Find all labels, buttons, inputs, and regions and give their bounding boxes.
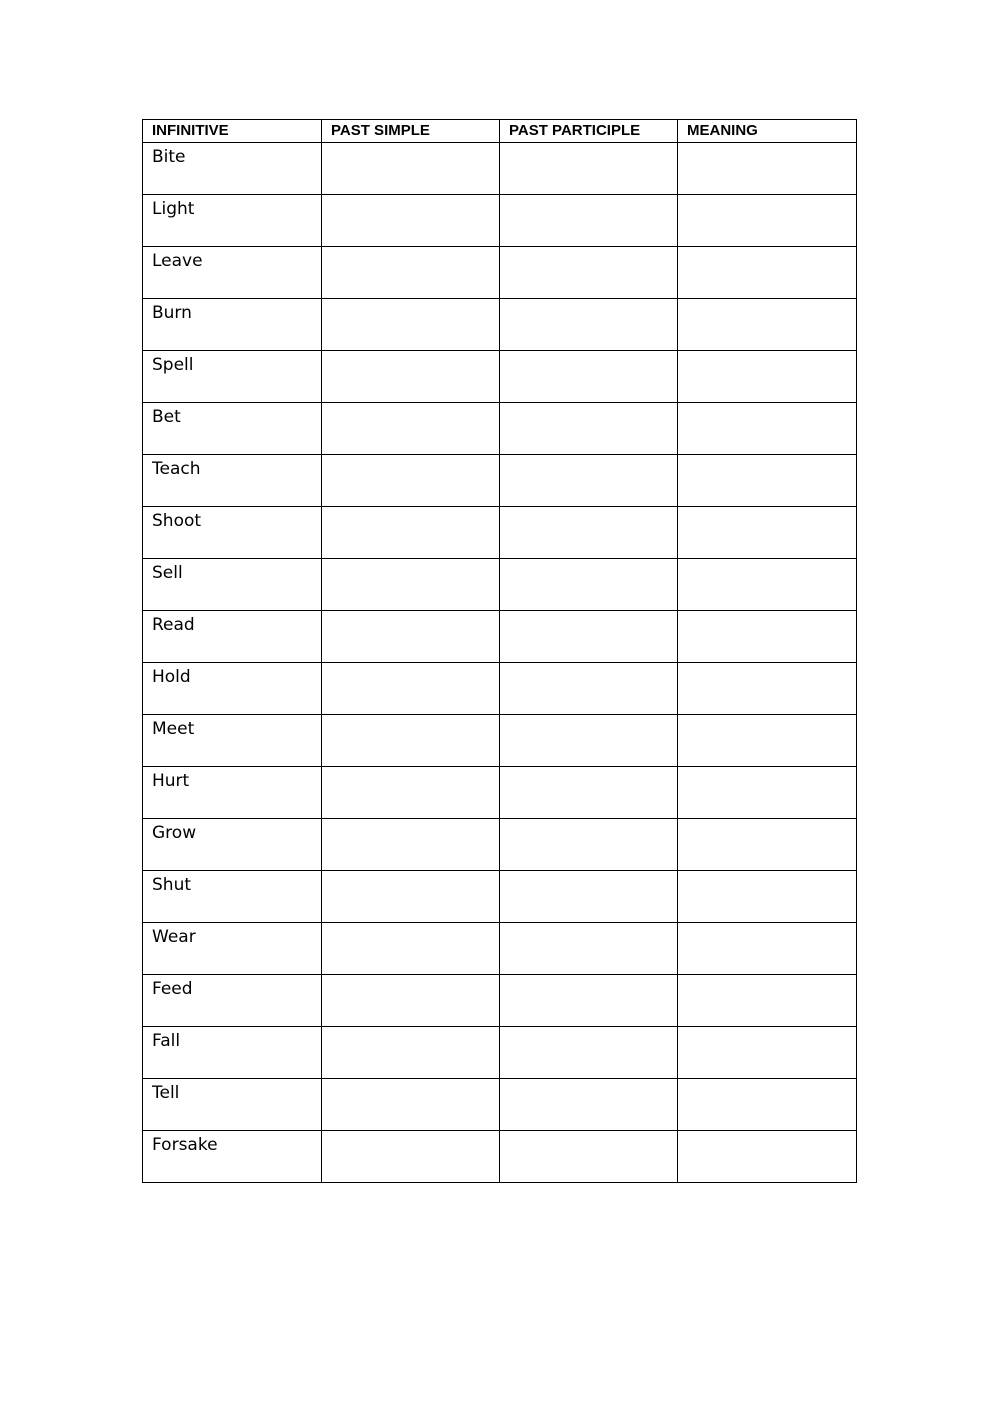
past-simple-cell[interactable] <box>322 663 500 715</box>
meaning-cell[interactable] <box>678 1131 857 1183</box>
meaning-cell[interactable] <box>678 507 857 559</box>
meaning-cell[interactable] <box>678 1027 857 1079</box>
past-participle-cell[interactable] <box>500 975 678 1027</box>
infinitive-cell: Fall <box>143 1027 322 1079</box>
header-past-simple: PAST SIMPLE <box>322 120 500 143</box>
past-participle-cell[interactable] <box>500 351 678 403</box>
past-simple-cell[interactable] <box>322 715 500 767</box>
infinitive-cell: Leave <box>143 247 322 299</box>
past-simple-cell[interactable] <box>322 559 500 611</box>
meaning-cell[interactable] <box>678 819 857 871</box>
infinitive-cell: Meet <box>143 715 322 767</box>
meaning-cell[interactable] <box>678 663 857 715</box>
infinitive-cell: Bet <box>143 403 322 455</box>
infinitive-cell: Light <box>143 195 322 247</box>
table-row <box>143 663 857 715</box>
table-row <box>143 871 857 923</box>
infinitive-cell: Burn <box>143 299 322 351</box>
infinitive-cell: Bite <box>143 143 322 195</box>
table-row <box>143 611 857 663</box>
table-row <box>143 455 857 507</box>
header-past-participle: PAST PARTICIPLE <box>500 120 678 143</box>
meaning-cell[interactable] <box>678 143 857 195</box>
table-row <box>143 507 857 559</box>
past-participle-cell[interactable] <box>500 403 678 455</box>
infinitive-cell: Read <box>143 611 322 663</box>
past-participle-cell[interactable] <box>500 1079 678 1131</box>
table-header <box>143 120 857 143</box>
meaning-cell[interactable] <box>678 299 857 351</box>
table-row <box>143 143 857 195</box>
past-participle-cell[interactable] <box>500 715 678 767</box>
past-participle-cell[interactable] <box>500 299 678 351</box>
meaning-cell[interactable] <box>678 923 857 975</box>
meaning-cell[interactable] <box>678 351 857 403</box>
past-simple-cell[interactable] <box>322 247 500 299</box>
meaning-cell[interactable] <box>678 767 857 819</box>
table-row <box>143 1027 857 1079</box>
past-simple-cell[interactable] <box>322 975 500 1027</box>
past-participle-cell[interactable] <box>500 663 678 715</box>
table-row <box>143 767 857 819</box>
table-row <box>143 975 857 1027</box>
past-participle-cell[interactable] <box>500 819 678 871</box>
table-row <box>143 351 857 403</box>
past-participle-cell[interactable] <box>500 611 678 663</box>
past-simple-cell[interactable] <box>322 1027 500 1079</box>
meaning-cell[interactable] <box>678 611 857 663</box>
header-row <box>143 120 857 143</box>
past-simple-cell[interactable] <box>322 403 500 455</box>
past-participle-cell[interactable] <box>500 507 678 559</box>
table-row <box>143 559 857 611</box>
meaning-cell[interactable] <box>678 247 857 299</box>
infinitive-cell: Spell <box>143 351 322 403</box>
infinitive-cell: Shut <box>143 871 322 923</box>
header-infinitive: INFINITIVE <box>143 120 322 143</box>
header-meaning: MEANING <box>678 120 857 143</box>
meaning-cell[interactable] <box>678 455 857 507</box>
meaning-cell[interactable] <box>678 715 857 767</box>
past-simple-cell[interactable] <box>322 923 500 975</box>
infinitive-cell: Grow <box>143 819 322 871</box>
past-simple-cell[interactable] <box>322 351 500 403</box>
infinitive-cell: Tell <box>143 1079 322 1131</box>
past-participle-cell[interactable] <box>500 1027 678 1079</box>
past-simple-cell[interactable] <box>322 1131 500 1183</box>
table-row <box>143 403 857 455</box>
past-participle-cell[interactable] <box>500 923 678 975</box>
past-simple-cell[interactable] <box>322 611 500 663</box>
past-participle-cell[interactable] <box>500 247 678 299</box>
meaning-cell[interactable] <box>678 559 857 611</box>
past-participle-cell[interactable] <box>500 871 678 923</box>
past-simple-cell[interactable] <box>322 871 500 923</box>
past-participle-cell[interactable] <box>500 1131 678 1183</box>
past-simple-cell[interactable] <box>322 819 500 871</box>
past-simple-cell[interactable] <box>322 767 500 819</box>
meaning-cell[interactable] <box>678 1079 857 1131</box>
meaning-cell[interactable] <box>678 403 857 455</box>
past-simple-cell[interactable] <box>322 507 500 559</box>
table-row <box>143 819 857 871</box>
worksheet <box>142 119 856 1183</box>
table-row <box>143 247 857 299</box>
infinitive-cell: Forsake <box>143 1131 322 1183</box>
irregular-verbs-table <box>142 119 857 1183</box>
meaning-cell[interactable] <box>678 195 857 247</box>
infinitive-cell: Shoot <box>143 507 322 559</box>
table-row <box>143 923 857 975</box>
table-row <box>143 715 857 767</box>
table-body <box>143 143 857 1183</box>
past-participle-cell[interactable] <box>500 143 678 195</box>
infinitive-cell: Hold <box>143 663 322 715</box>
table-row <box>143 299 857 351</box>
past-participle-cell[interactable] <box>500 559 678 611</box>
past-simple-cell[interactable] <box>322 143 500 195</box>
infinitive-cell: Hurt <box>143 767 322 819</box>
infinitive-cell: Wear <box>143 923 322 975</box>
past-participle-cell[interactable] <box>500 195 678 247</box>
past-simple-cell[interactable] <box>322 195 500 247</box>
infinitive-cell: Teach <box>143 455 322 507</box>
past-simple-cell[interactable] <box>322 299 500 351</box>
table-row <box>143 195 857 247</box>
past-simple-cell[interactable] <box>322 1079 500 1131</box>
meaning-cell[interactable] <box>678 871 857 923</box>
table-row <box>143 1079 857 1131</box>
past-simple-cell[interactable] <box>322 455 500 507</box>
table-row <box>143 1131 857 1183</box>
infinitive-cell: Sell <box>143 559 322 611</box>
infinitive-cell: Feed <box>143 975 322 1027</box>
past-participle-cell[interactable] <box>500 455 678 507</box>
past-participle-cell[interactable] <box>500 767 678 819</box>
meaning-cell[interactable] <box>678 975 857 1027</box>
